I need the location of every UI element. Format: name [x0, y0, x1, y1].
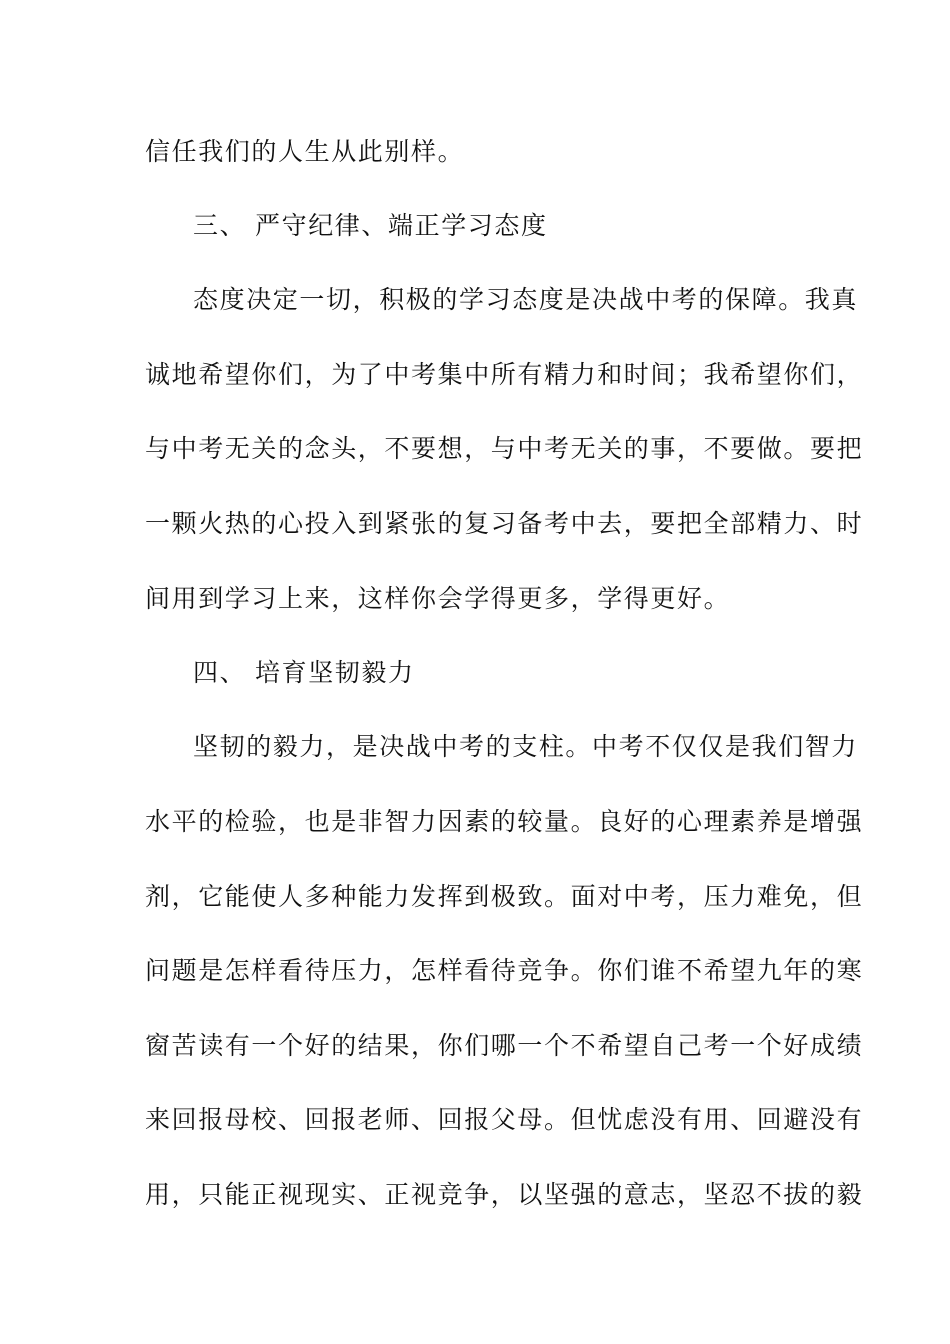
paragraph-line: 水平的检验，也是非智力因素的较量。良好的心理素养是增强: [145, 807, 864, 836]
paragraph-line: 窗苦读有一个好的结果，你们哪一个不希望自己考一个好成绩: [145, 1031, 864, 1060]
paragraph-line: 态度决定一切，积极的学习态度是决战中考的保障。我真: [193, 285, 859, 314]
paragraph-line: 间用到学习上来，这样你会学得更多，学得更好。: [145, 584, 731, 613]
paragraph-line: 剂，它能使人多种能力发挥到极致。面对中考，压力难免，但: [145, 882, 864, 911]
heading-number: 四、: [193, 658, 247, 687]
paragraph-line: 诚地希望你们，为了中考集中所有精力和时间；我希望你们，: [145, 360, 864, 389]
section-heading-3: [193, 211, 873, 241]
paragraph-line: 信任我们的人生从此别样。: [145, 137, 465, 166]
paragraph-line: 一颗火热的心投入到紧张的复习备考中去，要把全部精力、时: [145, 509, 864, 538]
paragraph-line: 坚韧的毅力，是决战中考的支柱。中考不仅仅是我们智力: [193, 732, 859, 761]
heading-number: 三、: [193, 211, 247, 240]
paragraph-line: 用，只能正视现实、正视竞争，以坚强的意志，坚忍不拔的毅: [145, 1180, 864, 1209]
heading-title: 培育坚韧毅力: [255, 658, 415, 687]
paragraph-line: 问题是怎样看待压力，怎样看待竞争。你们谁不希望九年的寒: [145, 956, 864, 985]
section-heading-4: [193, 658, 873, 688]
paragraph-line: 与中考无关的念头，不要想，与中考无关的事，不要做。要把: [145, 434, 864, 463]
heading-title: 严守纪律、端正学习态度: [255, 211, 548, 240]
paragraph-line: 来回报母校、回报老师、回报父母。但忧虑没有用、回避没有: [145, 1105, 864, 1134]
